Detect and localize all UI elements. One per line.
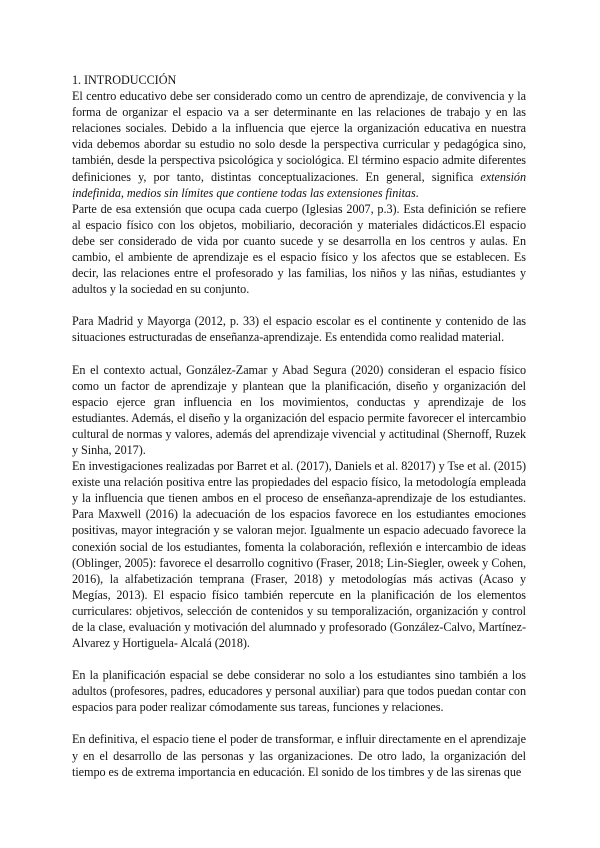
section-heading: 1. INTRODUCCIÓN bbox=[72, 73, 177, 87]
paragraph-physical-space: Parte de esa extensión que ocupa cada cuerpo (Iglesias 2007, p.3). Esta definición se refiere al espacio físico con los objetos, mobiliario, decoración y materiales didácticos.El espacio debe ser considerado de vida por cuanto sucede y se desarrolla en los centros y aulas. En cambio, el ambiente de aprendizaje es el espacio físico y los afectos que se establecen. Es decir, las relaciones entre el profesorado y las familias, los niños y las niñas, estudiantes y adultos y la sociedad en su conjunto. bbox=[72, 201, 526, 297]
paragraph-intro bbox=[72, 88, 526, 201]
paragraph-intro-text: El centro educativo debe ser considerado como un centro de aprendizaje, de convivencia y la forma de organizar el espacio va a ser determinante en las relaciones de trabajo y en las relaciones sociales. Debido a la influencia que ejerce la organización educativa en nuestra vida debemos abordar su estudio no solo desde la perspectiva curricular y pedagógica sino, también, desde la perspectiva psicológica y sociológica. El término espacio admite diferentes definiciones y, por tanto, distintas conceptualizaciones. En general, significa bbox=[72, 89, 526, 184]
italic-definition: extensión indefinida, medios sin límites que contiene todas las extensiones finitas bbox=[72, 169, 526, 200]
paragraph-gap bbox=[72, 715, 526, 731]
paragraph-conclusion: En definitiva, el espacio tiene el poder de transformar, e influir directamente en el aprendizaje y en el desarrollo de las personas y las organizaciones. De otro lado, la organización del tiempo es de extrema importancia en educación. El sonido de los timbres y de las sirenas que bbox=[72, 732, 526, 779]
paragraph-madrid-mayorga: Para Madrid y Mayorga (2012, p. 33) el espacio escolar es el continente y contenido de las situaciones estructuradas de enseñanza-aprendizaje. Es entendida como realidad material. bbox=[72, 314, 526, 345]
paragraph-gap bbox=[72, 346, 526, 362]
document-page bbox=[72, 72, 526, 780]
paragraph-current-context: En el contexto actual, González-Zamar y Abad Segura (2020) consideran el espacio físico como un factor de aprendizaje y plantean que la planificación, diseño y organización del espacio ejerce gran influencia en los movimientos, conductas y aprendizaje de los estudiantes. Además, el diseño y la organización del espacio permite favorecer el intercambio cultural de normas y valores, además del aprendizaje vivencial y actitudinal (Shernoff, Ruzek y Sinha, 2017). bbox=[72, 362, 526, 457]
paragraph-research: En investigaciones realizadas por Barret et al. (2017), Daniels et al. 82017) y Tse et al. (2015) existe una relación positiva entre las propiedades del espacio físico, la metodología empleada y la influencia que tienen ambos en el proceso de enseñanza-aprendizaje de los estudiantes. Para Maxwell (2016) la adecuación de los espacios favorece en los estudiantes emociones positivas, mayor integración y se valoran mejor. Igualmente un espacio adecuado favorece la conexión social de los estudiantes, fomenta la colaboración, reflexión e intercambio de ideas (Oblinger, 2005): favorece el desarrollo cognitivo (Fraser, 2018; Lin-Siegler, oweek y Cohen, 2016), la alfabetización temprana (Fraser, 2018) y metodologías más activas (Acaso y Megías, 2013). El espacio físico también repercute en la planificación de los elementos curriculares: objetivos, selección de contenidos y su temporalización, organización y control de la clase, evaluación y motivación del alumnado y profesorado (González-Calvo, Martínez-Alvarez y Hortiguela- Alcalá (2018). bbox=[72, 459, 526, 651]
paragraph-gap bbox=[72, 297, 526, 313]
paragraph-intro-end: . bbox=[415, 185, 419, 200]
paragraph-gap bbox=[72, 651, 526, 667]
paragraph-spatial-planning: En la planificación espacial se debe considerar no solo a los estudiantes sino también a los adultos (profesores, padres, educadores y personal auxiliar) para que todos puedan contar con espacios para poder realizar cómodamente sus tareas, funciones y relaciones. bbox=[72, 668, 526, 715]
